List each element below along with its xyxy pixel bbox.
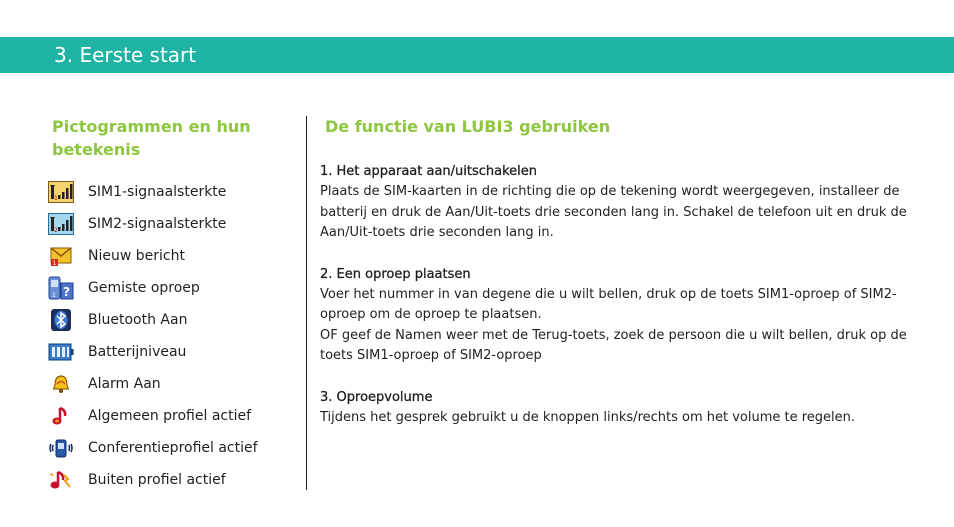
list-item	[46, 464, 296, 496]
list-item	[46, 272, 296, 304]
section-paragraph: OF geef de Namen weer met de Terug-toets, zoek de persoon die u wilt bellen, druk op de toets SIM1-oproep of SIM2-oproep	[320, 327, 907, 363]
svg-text:1: 1	[52, 292, 56, 299]
instructions	[320, 162, 920, 449]
section-title: 1. Het apparaat aan/uitschakelen	[320, 164, 538, 179]
alarm-icon	[46, 371, 76, 397]
missed-call-icon	[46, 275, 76, 301]
conference-profile-icon	[46, 435, 76, 461]
icon-legend-header	[52, 115, 292, 161]
icon-label: Bluetooth Aan	[88, 312, 188, 328]
list-item	[46, 368, 296, 400]
svg-text:?: ?	[63, 285, 70, 299]
icon-label: Batterijniveau	[88, 344, 187, 360]
list-item	[46, 432, 296, 464]
icon-legend-heading: Pictogrammen en hun betekenis	[52, 117, 251, 159]
section-banner	[0, 37, 954, 73]
new-message-icon	[46, 243, 76, 269]
list-item	[46, 208, 296, 240]
list-item	[46, 304, 296, 336]
sim1-signal-icon	[46, 179, 76, 205]
icon-label: Alarm Aan	[88, 376, 161, 392]
list-item	[46, 240, 296, 272]
list-item	[46, 176, 296, 208]
icon-label: SIM2-signaalsterkte	[88, 216, 227, 232]
column-divider	[306, 116, 307, 490]
list-item	[46, 336, 296, 368]
icon-label: Conferentieprofiel actief	[88, 440, 258, 456]
list-item	[46, 400, 296, 432]
icon-label: Algemeen profiel actief	[88, 408, 252, 424]
outdoor-profile-icon	[46, 467, 76, 493]
icon-legend-list	[46, 176, 296, 496]
section-title: 3. Oproepvolume	[320, 389, 433, 405]
svg-text:1: 1	[52, 260, 57, 267]
svg-text:2: 2	[54, 227, 58, 234]
general-profile-icon	[46, 403, 76, 429]
section-power	[320, 162, 920, 244]
sim2-signal-icon	[46, 211, 76, 237]
icon-label: Buiten profiel actief	[88, 472, 226, 488]
icon-label: Nieuw bericht	[88, 248, 185, 264]
section-title: 2. Een oproep plaatsen	[320, 266, 471, 282]
page-title: 3. Eerste start	[54, 43, 197, 67]
bluetooth-icon	[46, 307, 76, 333]
section-paragraph: Voer het nummer in van degene die u wilt bellen, druk op de toets SIM1-oproep of SIM2-oproep om de oproep te plaatsen.	[320, 286, 897, 322]
section-paragraph: Tijdens het gesprek gebruikt u de knoppen links/rechts om het volume te regelen.	[320, 409, 856, 425]
section-paragraph: Plaats de SIM-kaarten in de richting die op de tekening wordt weergegeven, installeer de batterij en druk de Aan/Uit-toets drie seconden lang in. Schakel de telefoon uit en druk de Aan/Uit-toets drie seconden lang in.	[320, 184, 907, 240]
usage-heading: De functie van LUBI3 gebruiken	[325, 117, 611, 136]
section-volume	[320, 388, 920, 429]
icon-label: Gemiste oproep	[88, 280, 200, 296]
svg-text:1: 1	[54, 195, 58, 202]
battery-icon	[46, 339, 76, 365]
icon-label: SIM1-signaalsterkte	[88, 184, 227, 200]
section-call	[320, 265, 920, 367]
